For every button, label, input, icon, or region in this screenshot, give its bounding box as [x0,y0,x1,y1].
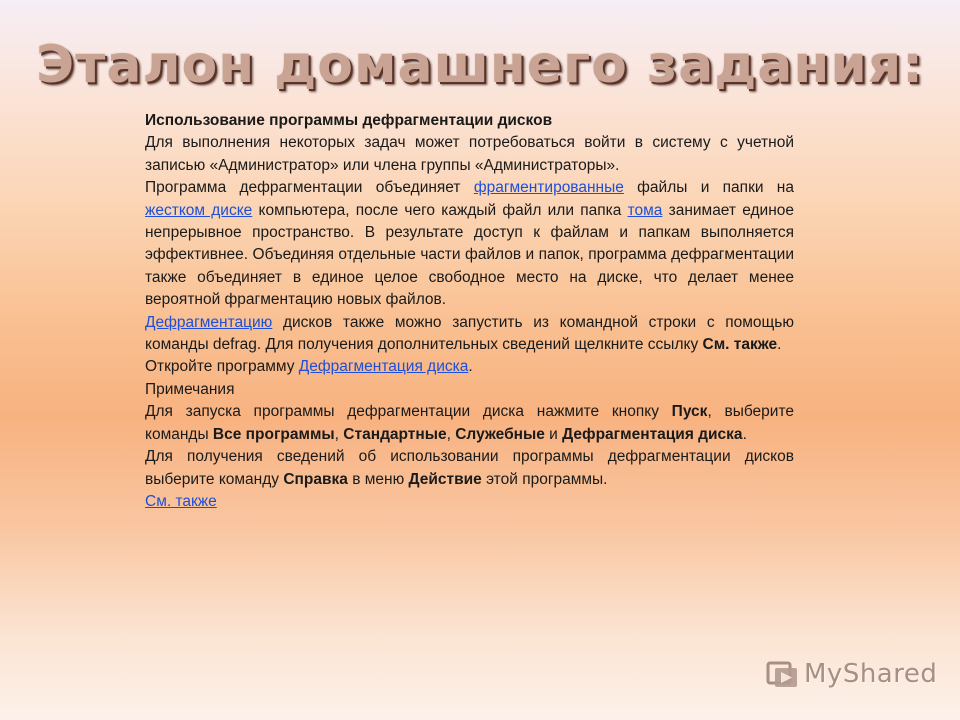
watermark-text: MyShared [804,659,938,689]
document-paragraph [145,491,794,513]
document-paragraph: Для выполнения некоторых задач может потребоваться войти в систему с учетной записью «Администратор» или члена группы «Администраторы». [145,134,794,174]
myshared-logo-icon [766,659,800,689]
bold-term: Действие [408,470,482,488]
document-link[interactable]: фрагментированные [473,179,624,197]
document-heading: Использование программы дефрагментации дисков [145,112,553,129]
watermark [766,656,937,692]
document-link[interactable]: Дефрагментацию [145,313,273,331]
document-paragraph: Откройте программу Дефрагментация диска. [145,358,473,376]
document-paragraph: Для запуска программы дефрагментации диска нажмите кнопку Пуск, выберите команды Все программы, Стандартные, Служебные и Дефрагментация диска. [145,403,794,443]
document-paragraph: Примечания [145,380,235,398]
document-paragraph: Программа дефрагментации объединяет фрагментированные файлы и папки на жестком диске компьютера, после чего каждый файл или папка тома занимает единое непрерывное пространство. В результате доступ к файлам и папкам выполняется эффективнее. Объединяя отдельные части файлов и папок, программа дефрагментации также объединяет в единое целое свободное место на диске, что делает менее вероятной фрагментацию новых файлов. [145,179,794,309]
bold-term: Справка [283,470,348,488]
document-body [145,110,794,513]
document-link[interactable]: См. также [145,492,217,510]
document-link[interactable]: жестком диске [145,201,253,219]
bold-term: См. также [702,336,778,354]
bold-term: Дефрагментация диска [562,425,743,443]
document-paragraph: Дефрагментацию дисков также можно запустить из командной строки с помощью команды defrag. Для получения дополнительных сведений щелкните ссылку См. также. [145,313,794,354]
document-link[interactable]: тома [627,201,663,219]
bold-term: Пуск [671,403,708,421]
bold-term: Стандартные [343,425,447,443]
document-paragraph: Для получения сведений об использовании программы дефрагментации дисков выберите команду Справка в меню Действие этой программы. [145,448,794,488]
bold-term: Все программы [212,425,335,443]
bold-term: Служебные [455,425,545,443]
document-link[interactable]: Дефрагментация диска [298,358,469,376]
slide-title: Эталон домашнего задания: [36,35,924,95]
